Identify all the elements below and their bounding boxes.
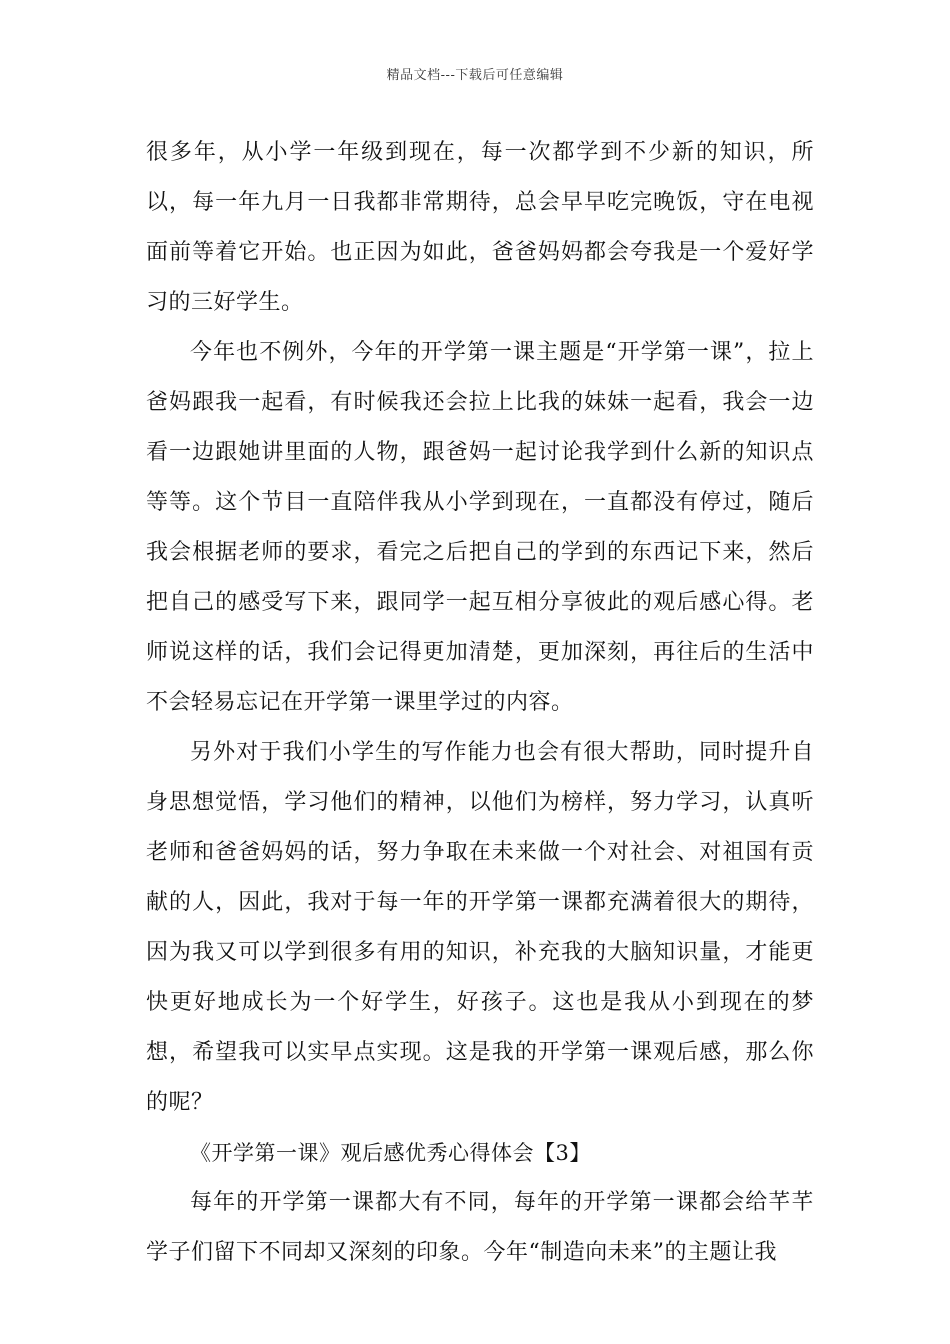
page-header: 精品文档---下载后可任意编辑: [386, 68, 564, 83]
paragraph-writing-ability: 另外对于我们小学生的写作能力也会有很大帮助，同时提升自身思想觉悟，学习他们的精神，以他们为榜样，努力学习，认真听老师和爸爸妈妈的话，努力争取在未来做一个对社会、对祖国有贡献的人，因此，我对于每一年的开学第一课都充满着很大的期待，因为我又可以学到很多有用的知识，补充我的大脑知识量，才能更快更好地成长为一个好学生，好孩子。这也是我从小到现在的梦想，希望我可以实早点实现。这是我的开学第一课观后感，那么你的呢？: [146, 740, 814, 1115]
paragraph-section-3: 每年的开学第一课都大有不同，每年的开学第一课都会给芊芊学子们留下不同却又深刻的印象。今年“制造向未来”的主题让我: [146, 1190, 814, 1265]
section-heading: 《开学第一课》观后感优秀心得体会【3】: [190, 1141, 591, 1165]
paragraph-continuation: 很多年，从小学一年级到现在，每一次都学到不少新的知识，所以，每一年九月一日我都非常期待，总会早早吃完晚饭，守在电视面前等着它开始。也正因为如此，爸爸妈妈都会夸我是一个爱好学习的三好学生。: [146, 140, 814, 315]
paragraph-opening-class: 今年也不例外，今年的开学第一课主题是“开学第一课”，拉上爸妈跟我一起看，有时候我还会拉上比我的妹妹一起看，我会一边看一边跟她讲里面的人物，跟爸妈一起讨论我学到什么新的知识点等等。这个节目一直陪伴我从小学到现在，一直都没有停过，随后我会根据老师的要求，看完之后把自己的学到的东西记下来，然后把自己的感受写下来，跟同学一起互相分享彼此的观后感心得。老师说这样的话，我们会记得更加清楚，更加深刻，再往后的生活中不会轻易忘记在开学第一课里学过的内容。: [146, 340, 814, 715]
document-body: [146, 128, 814, 1278]
